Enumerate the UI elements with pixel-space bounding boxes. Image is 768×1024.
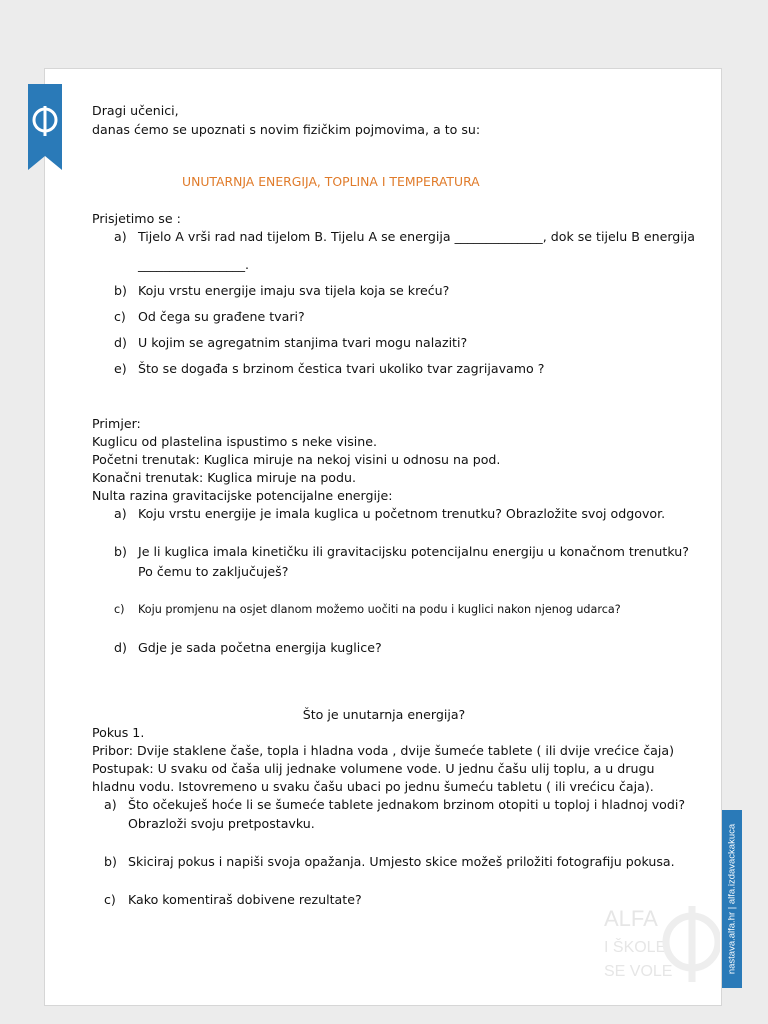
list-item: U kojim se agregatnim stanjima tvari mogu nalaziti? [138,335,468,350]
list-item: Koju vrstu energije je imala kuglica u početnom trenutku? Obrazložite svoj odgovor. [138,506,666,521]
list-item: Gdje je sada početna energija kuglice? [138,640,382,655]
example-line: Konačni trenutak: Kuglica miruje na podu. [92,470,356,485]
list-item: Tijelo A vrši rad nad tijelom B. Tijelu A se energija ______________, dok se tijelu B energija [138,229,696,244]
list-label: e) [114,361,127,376]
list-item: Što se događa s brzinom čestica tvari ukoliko tvar zagrijavamo ? [138,361,545,376]
example-line: Primjer: [92,416,141,431]
list-item: _________________. [138,257,250,272]
sidebar-text: nastava.alfa.hr | alfa.izdavackakuca [726,823,738,975]
section-heading: Što je unutarnja energija? [302,707,466,722]
list-item: Je li kuglica imala kinetičku ili gravitacijsku potencijalnu energiju u konačnom trenutku? [138,544,689,559]
list-label: c) [114,603,125,616]
alfa-watermark-icon [600,896,720,996]
list-label: d) [114,640,127,655]
svg-text:ALFA: ALFA [604,906,658,931]
experiment-line: Pokus 1. [92,725,145,740]
list-item: Koju vrstu energije imaju sva tijela koja se kreću? [138,283,450,298]
list-label: a) [104,797,117,812]
list-item: Od čega su građene tvari? [138,309,305,324]
brand-sidebar [722,810,742,988]
example-line: Kuglicu od plastelina ispustimo s neke visine. [92,434,378,449]
list-label: d) [114,335,127,350]
svg-text:SE VOLE: SE VOLE [604,963,673,980]
list-label: c) [104,892,116,907]
greeting-line: danas ćemo se upoznati s novim fizičkim pojmovima, a to su: [92,122,481,137]
list-label: a) [114,506,127,521]
section-heading: Prisjetimo se : [92,211,181,226]
experiment-line: Postupak: U svaku od čaša ulij jednake volumene vode. U jednu čašu ulij toplu, a u drugu [92,761,655,776]
experiment-line: hladnu vodu. Istovremeno u svaku čašu ubaci po jednu šumeću tabletu ( ili vrećicu čaja). [92,779,654,794]
list-item: Što očekuješ hoće li se šumeće tablete jednakom brzinom otopiti u toploj i hladnoj vodi? [128,797,686,812]
list-label: b) [114,283,127,298]
list-label: b) [114,544,127,559]
list-label: c) [114,309,126,324]
list-label: b) [104,854,117,869]
page-title: UNUTARNJA ENERGIJA, TOPLINA I TEMPERATURA [182,174,480,189]
list-item: Skiciraj pokus i napiši svoja opažanja. Umjesto skice možeš priložiti fotografiju pokusa. [128,854,675,869]
alfa-logo-icon [28,84,62,170]
list-item: Po čemu to zaključuješ? [138,564,289,579]
greeting-line: Dragi učenici, [92,103,179,118]
list-label: a) [114,229,127,244]
example-line: Nulta razina gravitacijske potencijalne energije: [92,488,393,503]
svg-text:I ŠKOLE: I ŠKOLE [604,939,667,956]
experiment-line: Pribor: Dvije staklene čaše, topla i hladna voda , dvije šumeće tablete ( ili dvije vrećice čaja) [92,743,675,758]
example-line: Početni trenutak: Kuglica miruje na nekoj visini u odnosu na pod. [92,452,501,467]
list-item: Koju promjenu na osjet dlanom možemo uočiti na podu i kuglici nakon njenog udarca? [138,603,621,616]
list-item: Obrazloži svoju pretpostavku. [128,816,315,831]
list-item: Kako komentiraš dobivene rezultate? [128,892,362,907]
